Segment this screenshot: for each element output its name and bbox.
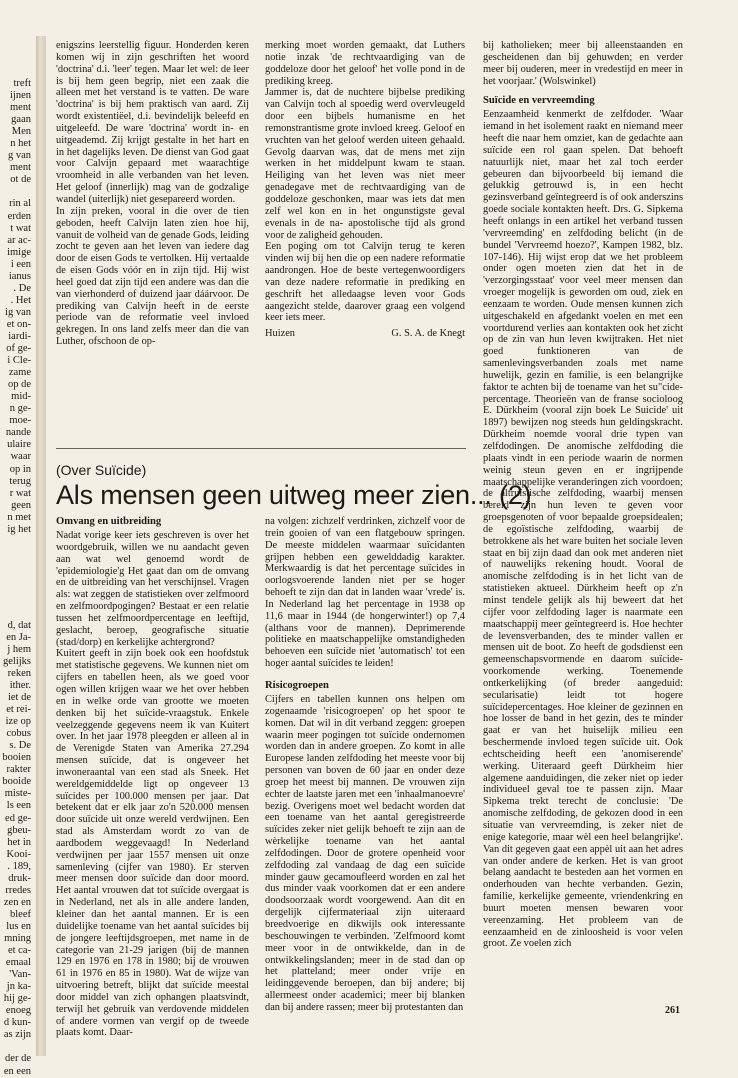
top-article-paragraph: enigszins leerstellig figuur. Honderden keren komen wij in zijn geschriften het woord 'doctrina' d.i. 'leer' tegen. Maar let wel: de leer is bij hem geen begrip, niet een zaak die alleen met het verstand is te vatten. De ware 'doctrina' is bij hem praktisch van aard. Zij wordt existentiëel, d.i. bevindelijk beleefd en uitgeleefd. De ware 'doctrina' wordt in- en uitgeademd. Zij krijgt gestalte in het hart en in het dagelijks leven. De dienst van God gaat voor Calvijn gepaard met waarachtige vroomheid in alle verbanden van het leven. Het geloof (innerlijk) mag van de godzalige wandel (uiterlijk) niet gesepareerd worden.	[56, 40, 249, 205]
prev-column-line: druk-	[8, 872, 31, 884]
right-column-paragraph: Eenzaamheid kenmerkt de zelfdoder. 'Waar iemand in het isolement raakt en niemand meer heeft die naar hem omziet, kan de gedachte aan suïcide een rol gaan spelen. Dat behoeft natuurlijk niet, maar het zal toch eerder gebeuren dan bijvoorbeeld bij iemand die gelukkig getrouwd is, in een hecht gezinsverband geïntegreerd is of ook anderszins goede sociale kontakten heeft. Drs. G. Sipkema heeft onlangs in een artikel het verband tussen 'vervreemding' en zelfdoding belicht (in de bundel 'Vervreemd hoezo?', Kampen 1982, blz. 107-146). Hij wijst erop dat we het probleem onder ogen moeten zien dat het in de 'verzorgingsstaat' voor veel meer mensen dan vroeger mogelijk is geworden om oud, ziek en eenzaam te worden. Oude mensen kunnen zich uitgeschakeld en afgedankt voelen en met een voortdurend verlies aan kontakten ook het zicht op de zin van hun leven kwijtraken. Het niet goed funktioneren van de samenlevingsverbanden zoals met name huwelijk, gezin en familie, is een belangrijke faktor te achten bij de toename van het su"cide-percentage. Theorieën van de franse socioloog E. Dürkheim (vooral zijn boek Le Suicide' uit 1897) bewijzen nog steeds hun geldingskracht. Dürkheim noemde vooral drie typen van zelfdodingen. De anomische zelfdoding die plaats vindt in een periode waarin de normen weinig steun geven en er ingrijpende maatschappelijke veranderingen zich voordoen; de altruïstische zelfdoding, waarbij mensen bereid zijn hun leven te geven voor groepsgenoten of voor bepaalde groepsidealen; de egoïstische zelfdoding, waarbij de betrokkene als het ware buiten het sociale leven staat en bij zijn daad dan ook met anderen niet of nauwelijks rekening houdt. Vooral de anomische zelfdoding is in het licht van de statistieken aktueel. Dürkheim heeft op z'n minst tendele gelijk als hij beweert dat het cijfer voor zelfdoding lager is naarmate een maatschappij meer geïntegreerd is. Hoe hechter de levensverbanden, des te minder vallen er mensen uit de boot. Zo heeft de godsdienst een gemeenschapsvormende en daarom suïcide-voorkomende werking. Toenemende ontkerkelijking (of breder aangeduid: secularisatie) leidt tot hogere suïcidepercentages. Hoe kleiner de gezinnen en hoe losser de band in het gezin, des te minder gaat er van het huiselijk milieu een beschermende invloed tegen suïcide uit. Ook echtscheiding heeft een 'anomiserende' werking. Uiteraard geeft Dürkheim hier algemene aanduidingen, die zeker niet op ieder individueel geval toe te passen zijn. Maar Sipkema trekt terecht de conclusie: 'De anomische zelfdoding, de gekozen dood in een situatie van vervreemding, is zeker niet de enige kategorie, maar wèl een heel belangrijke'. Van dit gegeven gaat een appèl uit aan het adres van onder andere de kerken. Het is van groot belang aandacht te besteden aan het vormen en onderhouden van hechte verbanden. Gezin, familie, kerkelijke gemeente, vriendenkring en buurt moeten mensen bewaren voor vereenzaming. Het probleem van de eenzaamheid en de zinloosheid is voor velen groot. Ze voelen zich	[483, 109, 683, 950]
prev-column-line: ig het	[7, 523, 31, 535]
article-headline: Als mensen geen uitweg meer zien... (2)	[56, 480, 532, 510]
prev-column-line: r wat	[9, 487, 31, 499]
prev-column-line: zen en	[3, 896, 31, 908]
section-heading: Suïcide en vervreemding	[483, 95, 595, 107]
prev-column-line: . Het	[10, 294, 31, 306]
prev-column-line: lus en	[6, 920, 31, 932]
book-gutter	[36, 36, 46, 1056]
main-article-column-2	[265, 516, 465, 1014]
prev-column-line: der de	[5, 1053, 31, 1065]
right-column	[483, 40, 683, 950]
prev-column-line: mning	[4, 933, 31, 944]
main-article-paragraph: na volgen: zichzelf verdrinken, zichzelf voor de trein gooien of van een flatgebouw springen. De meeste middelen waarmaar suïcidanten grijpen hebben een gewelddadig karakter. Merkwaardig is dat het percentage suïcides in oorlogsvoerende landen niet per se hoger behoeft te zijn dan dat in landen waar 'vrede' is. In Nederland lag het percentage in 1938 op 11,6 maar in 1944 (de hongerwinter!) op 7,4 (althans voor de mannen). Deprimerende politieke en maatschappelijke omstandigheden behoeven een suïcide niet 'automatisch' tot een hoger aantal suïcides te leiden!	[265, 516, 465, 670]
top-article-paragraph: Jammer is, dat de nuchtere bijbelse prediking van Calvijn toch al spoedig werd overvleugeld door een bijbels humanisme en het remonstrantisme grote invloed kreeg. Geloof en vruchten van het geloof werden uiteen gehaald. Gevolg daarvan was, dat de mens met zijn werken in het middelpunt kwam te staan. Heiliging van het leven was niet meer genadegave met de rechtvaardiging van de goddeloze geschonken, maar was iets dat men zelf wel kon en in het ongunstigste geval evenals in de na- apostolische tijd als grond voor de zaligheid gehouden.	[265, 87, 465, 241]
prev-column-line: et on-	[6, 318, 31, 330]
section-heading: Omvang en uitbreiding	[56, 516, 162, 527]
prev-column-line: ianus	[8, 270, 31, 282]
prev-column-bottom-lines	[0, 620, 33, 1078]
prev-column-line: s. De	[9, 740, 31, 752]
prev-column-line: ar ac-	[7, 234, 31, 246]
prev-column-line: . De	[13, 282, 31, 294]
article-kicker: (Over Suïcide)	[56, 462, 147, 478]
previous-page-column-fragment	[0, 78, 33, 1078]
prev-column-line: waar	[10, 451, 31, 463]
divider-rule	[56, 448, 466, 449]
prev-column-line: d kun-	[3, 1017, 31, 1029]
prev-column-line: t wat	[10, 222, 31, 234]
prev-column-line: of ge-	[6, 343, 31, 355]
prev-column-line: cobus	[6, 728, 31, 740]
prev-column-line: geen	[11, 499, 31, 511]
prev-column-line: gaan	[11, 114, 31, 126]
prev-column-line: ize op	[5, 716, 31, 728]
prev-column-line: rin al	[9, 198, 31, 210]
top-article-column-1	[56, 40, 249, 348]
prev-column-line: iardi-	[8, 330, 31, 342]
main-article-column-1	[56, 516, 249, 1039]
prev-column-line: j hem	[7, 643, 31, 655]
prev-column-line: ot de	[10, 174, 31, 186]
author-place: Huizen	[265, 328, 296, 340]
prev-column-line: et rei-	[6, 704, 31, 716]
top-article-column-2	[265, 40, 465, 340]
author-name: G. S. A. de Knegt	[391, 328, 465, 340]
prev-column-top-lines	[0, 78, 33, 536]
prev-column-line: terug	[9, 475, 31, 487]
prev-column-line: d, dat	[7, 619, 31, 631]
prev-column-line: en een	[3, 1065, 31, 1077]
prev-column-line: moe-	[9, 415, 31, 427]
top-article-paragraph: merking moet worden gemaakt, dat Luthers notie inzak 'de rechtvaardiging van de goddeloze door het geloof' het volle pond in de prediking kreeg.	[265, 40, 465, 87]
prev-column-line: mid-	[11, 391, 31, 403]
prev-column-line: en Ja-	[6, 631, 31, 643]
prev-column-line	[0, 1041, 32, 1053]
prev-column-line: . 189,	[7, 860, 31, 872]
prev-column-line: iet de	[7, 692, 31, 704]
prev-column-line: as zijn	[3, 1029, 31, 1041]
prev-column-line: treft	[13, 78, 31, 89]
prev-column-line: booide	[2, 776, 31, 788]
prev-column-line: n met	[7, 511, 31, 523]
prev-column-line: emaal	[5, 957, 31, 969]
prev-column-line: n het	[10, 138, 31, 150]
prev-column-line: et ca-	[7, 945, 31, 957]
prev-column-line: jn ka-	[6, 981, 31, 993]
prev-column-line: Men	[11, 126, 31, 138]
section-heading: Risicogroepen	[265, 679, 329, 691]
prev-column-line: ment	[10, 102, 31, 114]
prev-column-line: enoeg	[5, 1005, 31, 1017]
prev-column-line: het in	[7, 836, 31, 848]
right-column-paragraph: bij katholieken; meer bij alleenstaanden en gescheidenen dan bij gehuwden; en verder meer bij ouderen, meer in vredestijd en meer in het voorjaar.' (Wolswinkel)	[483, 40, 683, 87]
main-article-paragraph: Cijfers en tabellen kunnen ons helpen om zogenaamde 'risicogroepen' op het spoor te komen. Dat wil in dit verband zeggen: groepen waarin meer pogingen tot suïcide ondernomen worden dan in andere groepen. Zo komt in alle Europese landen zelfdoding het meeste voor bij personen van boven de 60 jaar en onder deze groep het meest bij mannen. De vrouwen zijn echter de laatste jaren met een 'inhaalmanoevre' bezig. Overigens moet wel bedacht worden dat een toename van het aantal geregistreerde suïcides zeker niet gelijk behoeft te zijn aan de wèrkelijke toename van het aantal zelfdodingen. Door de grotere openheid voor zelfdoding zal vandaag de dag een suïcide minder gauw gecamoufleerd worden en zal het dus minder vaak voorkomen dat er een andere doodsoorzaak wordt voorgewend. Aan dit en dergelijk cijfermateriaal zijn uiteraard breedvoerige en dikwijls ook interessante beschouwingen te verbinden. 'Zelfmoord komt meer voor in de ontwikkelde, dan in de ontwikkelingslanden; meer in de stad dan op het platteland; meer onder vrije en leidinggevende beroepen, dan bij andere; bij allermeest onder academici; meer bij blanken dan bij andere rassen; meer bij protestanten dan	[265, 693, 465, 1013]
prev-column-line: n ge-	[9, 403, 31, 415]
prev-column-line: rakter	[6, 764, 31, 776]
prev-column-line: nande	[5, 427, 31, 439]
prev-column-line: imige	[7, 246, 31, 258]
prev-column-line: i Cle-	[7, 355, 31, 367]
prev-column-line: rredes	[5, 884, 31, 896]
prev-column-line: op in	[9, 463, 31, 475]
prev-column-line: ulaire	[7, 439, 31, 451]
prev-column-line: gelijks	[3, 655, 31, 667]
prev-column-line	[0, 186, 32, 198]
main-article-paragraph: Kuitert geeft in zijn boek ook een hoofdstuk met statistische gegevens. We kunnen niet om cijfers en tabellen heen, als we goed voor ogen willen krijgen waar we het over hebben en in welke orde van grootte we moeten denken bij het suïcide-vraagstuk. Enkele veelzeggende gegevens neem ik van Kuitert over. In het jaar 1978 pleegden er alleen al in de Verenigde Staten van Amerika 27.294 mensen suïcide, dat is ongeveer het inwoneraantal van een stad als Sneek. Het wereldgemiddelde ligt op ongeveer 13 suïcides per 100.000 mensen per jaar. Dat betekent dat er elk jaar zo'n 520.000 mensen door suïcide uit onze wereld verdwijnen. Een stad als Amsterdam wordt zo van de aardbodem weggevaagd! In Nederland verdwijnen per jaar 1557 mensen uit onze samenleving (cijfer van 1980). Er sterven meer mensen door suïcide dan door moord. Het aantal vrouwen dat tot suïcide overgaat is in Nederland, net als in alle andere landen, kleiner dan het aantal mannen. Er is een duidelijke toename van het aantal suïcides bij de jongere leeftijdsgroepen, met name in de categorie van 21-29 jarigen (bij de mannen 129 en 1976 en 178 in 1980; bij de vrouwen 61 in 1976 en 85 in 1980). Wat de wijze van uitvoering betreft, blijkt dat suïcide meestal door middel van zich ophangen plaatsvindt, terwijl het gebruik van verdovende middelen of andere vormen van vergif op de tweede plaats komt. Daar-	[56, 648, 249, 1039]
prev-column-line: 'Van-	[9, 969, 31, 981]
prev-column-line: ment	[10, 162, 31, 174]
prev-column-line: booien	[2, 752, 31, 764]
prev-column-line: op de	[7, 379, 31, 391]
author-signature	[265, 328, 465, 340]
prev-column-line: miste-	[4, 788, 31, 800]
main-article-paragraph: Nadat vorige keer iets geschreven is over het woordgebruik, willen we nu aandacht geven aan wat wel genoemd wordt de 'epidemiologie'g Het gaat dan om de omvang en de uitbreiding van het verschijnsel. Vragen als: wat zeggen de statistieken over zelfmoord en zelfmoordpogingen? Bestaat er een relatie tussen het zelfmoordpercentage en leeftijd, geslacht, beroep, geografische situatie (stad/dorp) en kerkelijke achtergrond?	[56, 530, 249, 648]
prev-column-line: hij ge-	[3, 993, 31, 1005]
prev-column-line: ither.	[9, 680, 31, 692]
top-article-paragraph: Een poging om tot Calvijn terug te keren vinden wij bij hen die op een nadere reformatie aandrongen. Hoe de beste vertegenwoordigers van deze nadere reformatie in prediking en geschrift het alledaagse leven voor Gods aangezicht stelde, daarover graag een volgend keer iets meer.	[265, 241, 465, 324]
prev-column-line: Kooi-	[6, 848, 31, 860]
prev-column-line: reken	[7, 667, 31, 679]
top-article-paragraph: In zijn preken, vooral in die over de tien geboden, heeft Calvijn laten zien hoe hij, vanuit de volheid van de genade Gods, leiding zocht te geven aan het leven van iedere dag door de eisen Gods te vertolken. Hij vertaalde de eisen Gods vóór en in zijn tijd. Hij wist heel goed dat zijn tijd een andere was dan die van vierhonderd of duizend jaar dáárvoor. De prediking van Calvijn heeft in de eerste periode van de reformatie veel invloed gekregen. In ons land zelfs meer dan die van Luther, ofschoon de op-	[56, 205, 249, 348]
prev-column-line: ed ge-	[5, 812, 31, 824]
prev-column-line: gbeu-	[7, 824, 31, 836]
prev-column-line: g van	[7, 150, 31, 162]
page-number: 261	[665, 1005, 680, 1016]
prev-column-line: ig van	[5, 306, 31, 318]
prev-column-line: i een	[10, 258, 31, 270]
prev-column-line: zame	[8, 367, 31, 379]
prev-column-line: ls een	[6, 800, 31, 812]
prev-column-line: erden	[7, 210, 31, 222]
prev-column-line: ijnen	[10, 90, 31, 102]
prev-column-line: bleef	[10, 908, 31, 920]
